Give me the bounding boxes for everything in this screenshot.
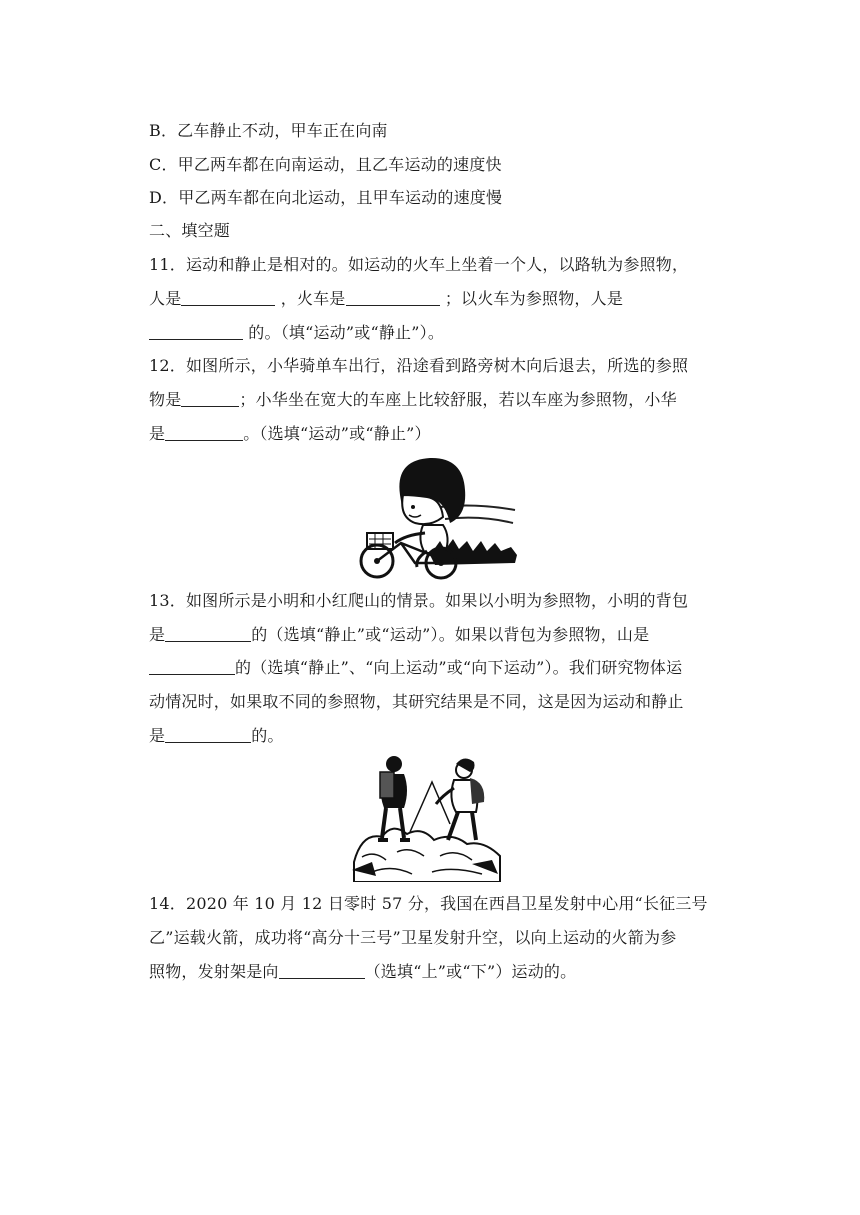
q13-blank-1 (165, 625, 251, 642)
q13-blank-3 (165, 726, 251, 743)
q11-blank-2 (346, 289, 440, 306)
q11-text-c: ；以火车为参照物，人是 (444, 289, 624, 308)
q13-text-a: 是 (149, 625, 166, 644)
q13-line-2 (149, 625, 649, 645)
q14-text-a: 照物，发射架是向 (149, 962, 279, 981)
q11-line-3 (149, 323, 444, 343)
q11-line-2 (149, 289, 623, 309)
q13-text-c: 的（选填“静止”、“向上运动”或“向下运动”）。我们研究物体运 (235, 658, 683, 677)
climbers-figure (352, 752, 502, 882)
q14-text-b: （选填“上”或“下”）运动的。 (364, 962, 577, 981)
q12-text-a: 物是 (149, 390, 182, 409)
option-d: D．甲乙两车都在向北运动，且甲车运动的速度慢 (149, 188, 503, 207)
q11-text-d: 的。（填“运动”或“静止”）。 (248, 323, 445, 342)
q14-blank-1 (279, 962, 365, 979)
q12-line-1: 12．如图所示，小华骑单车出行，沿途看到路旁树木向后退去，所选的参照 (149, 356, 689, 375)
q13-line-3 (149, 658, 682, 678)
q12-blank-2 (165, 424, 243, 441)
q14-line-1: 14．2020 年 10 月 12 日零时 57 分，我国在西昌卫星发射中心用“长征三号 (149, 894, 708, 913)
q11-line-1: 11．运动和静止是相对的。如运动的火车上坐着一个人，以路轨为参照物， (149, 255, 689, 274)
q12-blank-1 (181, 390, 239, 407)
q13-line-5 (149, 726, 284, 746)
q12-line-2 (149, 390, 677, 410)
q12-text-b: ；小华坐在宽大的车座上比较舒服，若以车座为参照物，小华 (239, 390, 677, 409)
q13-line-4: 动情况时，如果取不同的参照物，其研究结果是不同，这是因为运动和静止 (149, 692, 684, 711)
q13-text-b: 的（选填“静止”或“运动”）。如果以背包为参照物，山是 (251, 625, 650, 644)
q14-line-3 (149, 962, 576, 982)
q11-text-a: 人是 (149, 289, 182, 308)
q13-line-1: 13．如图所示是小明和小红爬山的情景。如果以小明为参照物，小明的背包 (149, 591, 689, 610)
option-c: C．甲乙两车都在向南运动，且乙车运动的速度快 (149, 155, 502, 174)
q13-text-e: 的。 (251, 726, 284, 745)
q13-text-d: 是 (149, 726, 166, 745)
option-b: B．乙车静止不动，甲车正在向南 (149, 121, 388, 140)
q14-line-2: 乙”运载火箭，成功将“高分十三号”卫星发射升空，以向上运动的火箭为参 (149, 928, 677, 947)
cyclist-figure (345, 455, 520, 580)
q11-blank-1 (181, 289, 275, 306)
q12-text-c: 是 (149, 424, 166, 443)
q11-text-b: ，火车是 (280, 289, 346, 308)
section-title: 二、填空题 (149, 221, 231, 240)
q12-text-d: 。（选填“运动”或“静止”） (243, 424, 431, 443)
q12-line-3 (149, 424, 431, 444)
q11-blank-3 (149, 323, 243, 340)
q13-blank-2 (149, 658, 235, 675)
